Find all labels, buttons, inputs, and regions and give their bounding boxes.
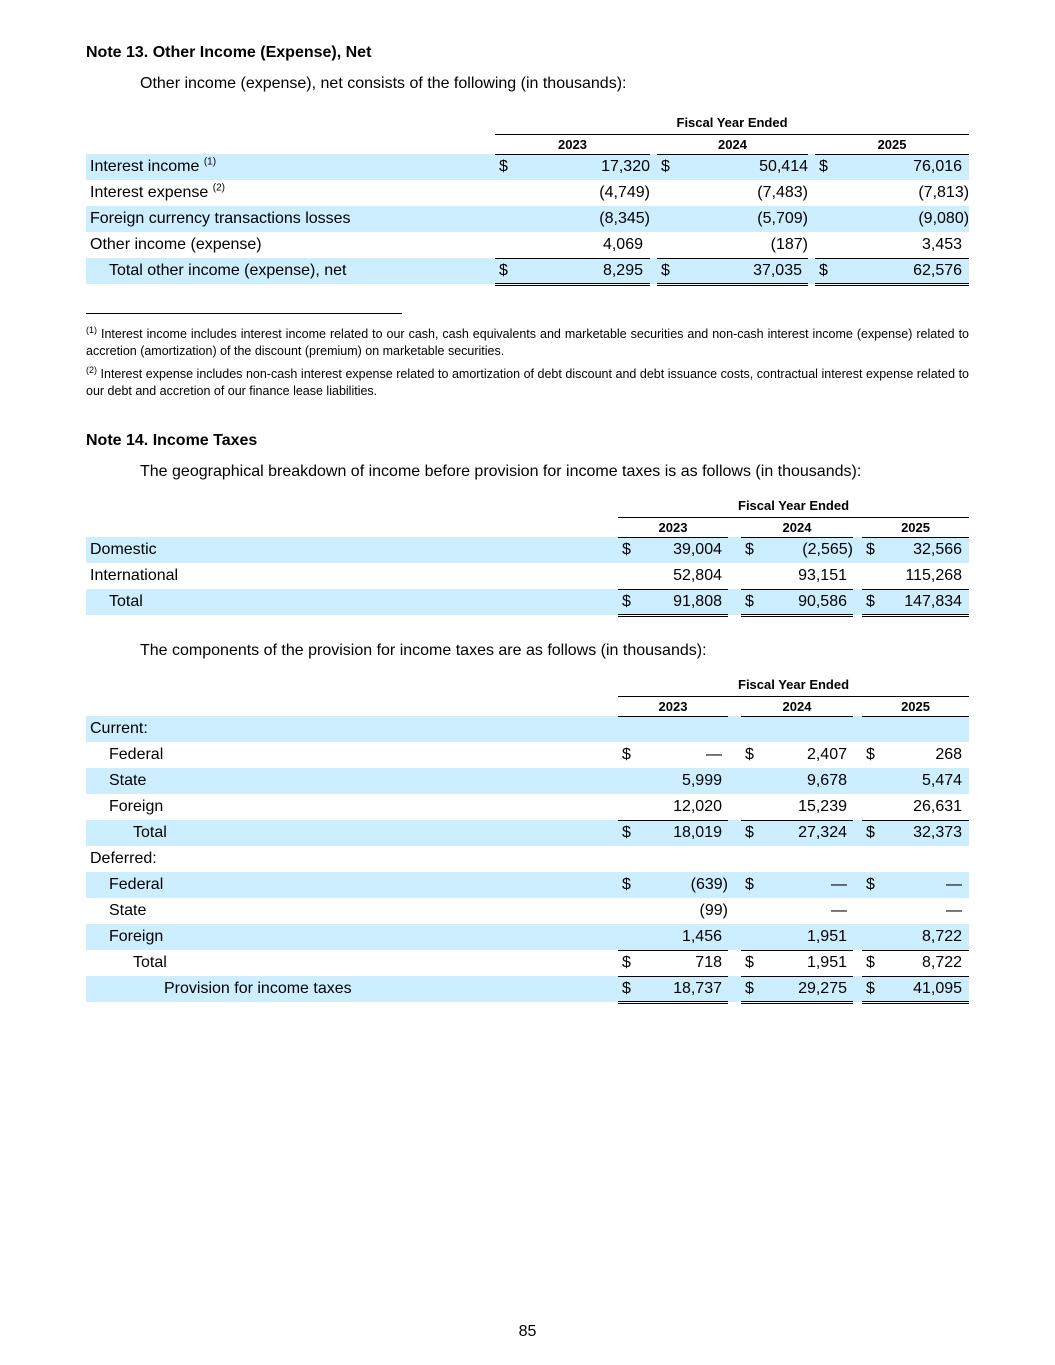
currency-symbol: $ [657,154,677,180]
provision-table [86,676,969,1004]
section-label: Current: [86,716,618,742]
year-header: 2024 [741,517,853,537]
page-number: 85 [518,1323,537,1340]
table-row [86,563,969,589]
row-label: Foreign [109,798,164,815]
value-cell: (4,749) [599,184,650,201]
footnote-divider [86,313,402,314]
note14-geo-intro: The geographical breakdown of income before provision for income taxes is as follows (in thousands): [140,463,862,480]
footnote-ref: (2) [212,182,225,194]
value-cell: 41,095 [882,976,969,1002]
currency-symbol: $ [618,872,638,898]
row-label: Federal [109,746,164,763]
table-row [86,206,969,232]
currency-symbol: $ [866,746,875,763]
period-header: Fiscal Year Ended [618,497,969,517]
value-cell: (99) [699,902,728,919]
currency-symbol: $ [862,589,882,615]
table-row-subtotal [86,950,969,976]
value-cell: 12,020 [673,797,722,815]
value-cell: 76,016 [835,154,969,180]
value-cell: 8,722 [882,950,969,976]
value-cell: 52,804 [673,566,722,584]
table-row [86,154,969,180]
row-label: International [90,567,179,584]
value-cell: 50,414 [677,154,808,180]
note14-prov-intro: The components of the provision for income taxes are as follows (in thousands): [140,642,707,659]
row-label: Total other income (expense), net [86,258,495,284]
value-cell: 37,035 [677,258,808,284]
value-cell: 8,295 [515,258,650,284]
value-cell: 115,268 [905,566,963,584]
currency-symbol: $ [815,154,835,180]
footnote-mark: (2) [86,364,97,375]
section-label: Deferred: [90,850,157,867]
value-cell: (7,813) [918,184,970,201]
geo-income-table [86,497,969,617]
value-cell: (2,565) [761,537,853,563]
value-cell: (9,080) [835,206,969,232]
currency-symbol: $ [741,589,761,615]
value-cell: (5,709) [677,206,808,232]
value-cell: 3,453 [922,235,963,253]
value-cell: 718 [638,950,728,976]
year-header: 2023 [618,517,728,537]
currency-symbol: $ [741,872,761,898]
year-header: 2025 [815,134,969,154]
year-header: 2025 [862,696,969,716]
currency-symbol: $ [862,537,882,563]
value-cell: (7,483) [757,184,808,201]
value-cell: (187) [770,235,808,253]
value-cell: 5,999 [638,768,728,794]
value-cell: 18,737 [638,976,728,1002]
row-label: Federal [86,872,618,898]
value-cell: 27,324 [761,820,853,846]
other-income-table [86,114,969,286]
table-row-total [86,976,969,1002]
value-cell: 32,373 [882,820,969,846]
currency-symbol: $ [618,976,638,1002]
table-row-section [86,846,969,872]
table-row [86,232,969,258]
currency-symbol: $ [618,537,638,563]
currency-symbol: $ [741,950,761,976]
currency-symbol: $ [741,537,761,563]
row-label: Interest expense $^{(2)}$ [90,182,225,201]
value-cell: (639) [638,872,728,898]
footnote-mark: (1) [86,324,97,335]
value-cell: 17,320 [515,154,650,180]
row-label: State [109,902,147,919]
currency-symbol: $ [622,746,631,763]
value-cell: 39,004 [638,537,728,563]
row-label: Foreign [86,924,618,950]
note14-heading: Note 14. Income Taxes [86,432,258,449]
table-row-subtotal [86,820,969,846]
footnote: $^{(1)}$ Interest income includes interest income related to our cash, cash equivalents and marketable securities and non-cash interest income (expense) related to accretion (amortization) of the discount (premium) on marketable securities. [86,324,969,358]
year-header: 2024 [741,696,853,716]
currency-symbol: $ [741,820,761,846]
value-cell: 8,722 [882,924,969,950]
table-row-total [86,258,969,284]
value-cell: 1,456 [638,924,728,950]
value-cell: 90,586 [761,589,853,615]
value-cell: 1,951 [761,924,853,950]
table-row [86,872,969,898]
note13-heading: Note 13. Other Income (Expense), Net [86,44,372,61]
currency-symbol: $ [862,820,882,846]
note13-intro: Other income (expense), net consists of the following (in thousands): [140,75,627,92]
value-cell: 18,019 [638,820,728,846]
value-cell: 91,808 [638,589,728,615]
row-label: Provision for income taxes [86,976,618,1002]
currency-symbol: $ [618,589,638,615]
year-header: 2023 [618,696,728,716]
value-cell: — [706,746,722,763]
value-cell: 26,631 [913,797,963,815]
table-row [86,537,969,563]
value-cell: 93,151 [798,566,847,584]
currency-symbol: $ [618,820,638,846]
value-cell: — [831,902,847,919]
footnote-ref: (1) [203,156,217,168]
value-cell: 268 [935,746,963,763]
value-cell: 1,951 [761,950,853,976]
value-cell: 62,576 [835,258,969,284]
currency-symbol: $ [862,872,882,898]
row-label: Interest income $^{(1)}$ [86,154,495,180]
value-cell: 147,834 [882,589,969,615]
row-label: State [86,768,618,794]
currency-symbol: $ [741,976,761,1002]
table-row [86,742,969,768]
period-header: Fiscal Year Ended [495,114,969,134]
value-cell: — [882,872,969,898]
table-row-section [86,716,969,742]
table-row-total [86,589,969,615]
row-label: Total [86,820,618,846]
value-cell: 2,407 [806,746,847,763]
table-row [86,180,969,206]
currency-symbol: $ [495,154,515,180]
year-header: 2023 [495,134,650,154]
value-cell: — [946,902,963,919]
value-cell: 9,678 [761,768,853,794]
value-cell: (8,345) [515,206,650,232]
value-cell: 32,566 [882,537,969,563]
table-row [86,768,969,794]
footnote: $^{(2)}$ Interest expense includes non-cash interest expense related to amortization of debt discount and debt issuance costs, contractual interest expense related to our debt and accretion of our finance lease liabilities. [86,364,969,398]
currency-symbol: $ [862,976,882,1002]
table-row [86,794,969,820]
row-label: Total [133,954,167,971]
currency-symbol: $ [495,258,515,284]
row-label: Other income (expense) [90,236,262,253]
value-cell: 5,474 [882,768,969,794]
currency-symbol: $ [745,746,754,763]
row-label: Domestic [86,537,618,563]
value-cell: 15,239 [798,797,847,815]
currency-symbol: $ [815,258,835,284]
currency-symbol: $ [618,950,638,976]
currency-symbol: $ [657,258,677,284]
table-row [86,898,969,924]
currency-symbol: $ [862,950,882,976]
year-header: 2024 [657,134,808,154]
value-cell: 29,275 [761,976,853,1002]
period-header: Fiscal Year Ended [618,676,969,696]
value-cell: 4,069 [602,235,643,253]
value-cell: — [761,872,853,898]
row-label: Total [86,589,618,615]
year-header: 2025 [862,517,969,537]
table-row [86,924,969,950]
row-label: Foreign currency transactions losses [86,206,495,232]
